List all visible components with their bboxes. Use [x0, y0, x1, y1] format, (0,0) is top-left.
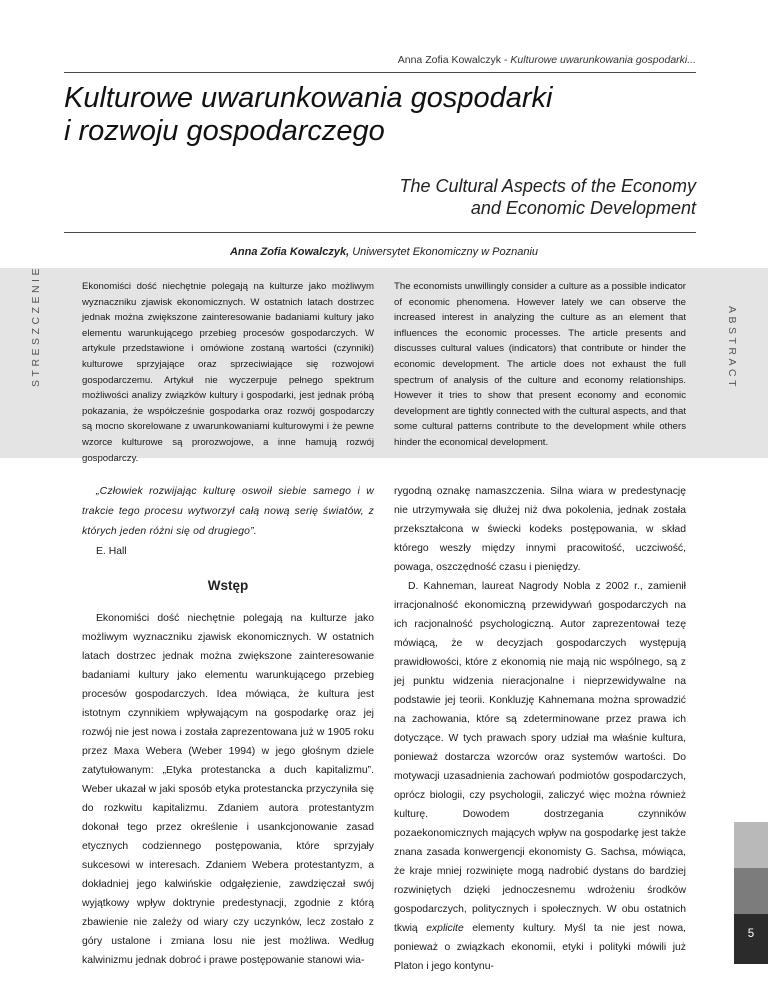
body-paragraph: rygodną oznakę namaszczenia. Silna wiara w predestynację nie utrzymywała się dłużej niż dwa pokolenia, jednak została przekształcona w świecki kodeks postępowania, w skład którego weszły między innymi pracowitość, uczciwość, powaga, oszczędność czasu i pieniędzy.: [394, 486, 686, 573]
running-header-author: Anna Zofia Kowalczyk -: [397, 54, 511, 66]
abstract-english: The economists unwillingly consider a culture as a possible indicator of economic phenomena. However lately we can observe the increased interest in analyzing the culture as an element that influences the economic processes. The article presents and discusses cultural values (indicators) that contribute or hinder the economic development. The article does not exhaust the full spectrum of analysis of the culture and economy relationships. However it tries to show that present economy and economic development are tightly connected with the cultural aspects, and that some cultural patterns contribute to the development while others hinder the economical development.: [394, 281, 686, 448]
abstract-polish: Ekonomiści dość niechętnie polegają na kulturze jako możliwym wyznaczniku zjawisk ekonomicznych. W ostatnich latach dostrzec jednak można zwiększone zainteresowanie badaniami kultury jako elementu warunkującego przebieg procesów gospodarczych. W artykule przedstawione i omówione zostaną wartości (czynniki) kulturowe sprzyjające oraz sprzeciwiające się rozwojowi gospodarczemu. Artykuł nie wyczerpuje pełnego spektrum możliwości analizy związków kultury i gospodarki, jest jednak próbą pokazania, że współcześnie gospodarka oraz rozwój gospodarczy są mocno skorelowane z uwarunkowaniami kulturowymi i że pewne wzorce kulturowe są prorozwojowe, a inne hamują rozwój gospodarczy.: [82, 281, 374, 464]
streszczenie-label: STRESZCZENIE: [30, 265, 42, 387]
body-text: D. Kahneman, laureat Nagrody Nobla z 2002 r., zamienił irracjonalność ekonomiczną przewidywań gospodarczych na ich racjonalność psychologiczną. Autor zaprezentował tezę mówiącą, że w decyzjach gospodarczych występują prawidłowości, które z ekonomią nie mają nic wspólnego, są z jej punktu widzenia nieracjonalne i nieprzewidywalne na podstawie jej teorii. Konkluzję Kahnemana można sprowadzić na zachowania, które są zdeterminowane przez prawa ich dotyczące. W tych prawach spory udział ma właśnie kultura, ponieważ dostarcza wzorców oraz systemów wartości. Do motywacji uzasadnienia zachowań podmiotów gospodarczych, oprócz biologii, czy psychologii, zaliczyć więc można również kulturę. Dowodem dostrzegania czynników pozaekonomicznych mających wpływ na gospodarkę jest także znana zasada konwergencji ekonomisty G. Sachsa, mówiąca, że kraje mniej rozwinięte mogą nadrobić dystans do bardziej rozwiniętych dzięki jednoczesnemu wdrożeniu środków gospodarczych, politycznych i społecznych. W obu ostatnich tkwią: [394, 581, 686, 934]
running-header: [398, 54, 696, 66]
page-number: 5: [747, 928, 755, 940]
article-title-line-1: Kulturowe uwarunkowania gospodarki: [64, 82, 553, 114]
epigraph-text: „Człowiek rozwijając kulturę oswoił siebie samego i w trakcie tego procesu wytworzył całą nową serię światów, z których jeden różni się od drugiego”.: [82, 486, 374, 537]
article-title-english: [400, 175, 696, 219]
body-column-right: [394, 482, 686, 976]
body-text-italic: explicite: [426, 923, 464, 934]
article-title-english-line-2: and Economic Development: [470, 198, 696, 218]
author-name: Anna Zofia Kowalczyk,: [229, 246, 350, 258]
body-column-left: [82, 482, 374, 970]
section-heading: Wstęp: [207, 578, 249, 593]
header-rule: [64, 72, 696, 73]
article-title-line-2: i rozwoju gospodarczego: [64, 115, 385, 147]
abstract-label: ABSTRACT: [726, 305, 738, 390]
page-tab-medium: [734, 868, 768, 914]
body-paragraph: [394, 577, 686, 976]
body-paragraph: Ekonomiści dość niechętnie polegają na kulturze jako możliwym wyznaczniku zjawisk ekonomicznych. W ostatnich latach dostrzec jednak można zwiększone zainteresowanie badaniami kultury jako elementu warunkującego przebieg procesów gospodarczych. Idea mówiąca, że kultura jest istotnym czynnikiem wpływającym na gospodarkę oraz jej rozwój nie jest nowa i została zaprezentowana już w 1905 roku przez Maxa Webera (Weber 1994) w jego głośnym dziele zatytułowanym: „Etyka protestancka a duch kapitalizmu”. Weber ukazał w jaki sposób etyka protestancka przyczyniła się do rozkwitu kapitalizmu. Zdaniem autora protestantyzm dokonał tego przez określenie i usankcjonowanie zasad etycznych codziennego postępowania, które sprzyjały sukcesowi w interesach. Zdaniem Webera protestantyzm, a dokładniej jego kalwińskie odgałęzienie, zawdzięczał swój wyjątkowy wpływ doktrynie predestynacji, zgodnie z którą zbawienie nie zależy od wiary czy uczynków, lecz zostało z góry ustalone i zmiana losu nie jest możliwa. Według kalwinizmu jednak dobroć i prawe postępowanie stanowi wia-: [82, 613, 374, 966]
title-rule: [64, 232, 696, 233]
running-header-title: Kulturowe uwarunkowania gospodarki...: [510, 54, 696, 66]
epigraph-author: E. Hall: [96, 546, 127, 557]
article-title: [64, 82, 704, 148]
page-tab-light: [734, 822, 768, 868]
article-title-english-line-1: The Cultural Aspects of the Economy: [399, 176, 696, 196]
author-affiliation: Uniwersytet Ekonomiczny w Poznaniu: [349, 246, 539, 258]
body-text: elementy kultury. Myśl ta nie jest nowa, ponieważ o związkach ekonomii, etyki i polityki mówili już Platon i jego kontynu-: [394, 923, 686, 972]
author-line: [0, 246, 768, 258]
